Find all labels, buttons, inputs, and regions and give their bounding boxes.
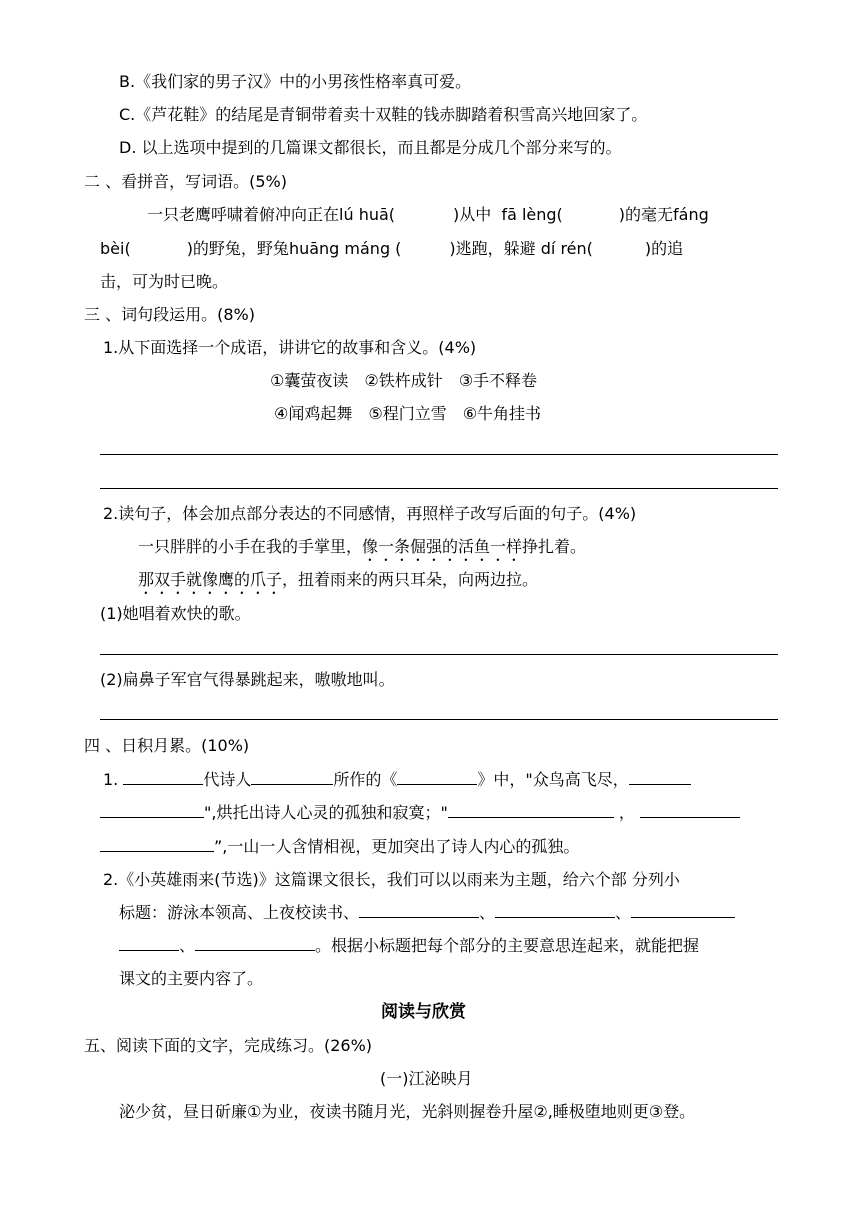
pinyin-line-2 — [100, 239, 683, 259]
fill-line-7: 课文的主要内容了。 — [119, 969, 264, 988]
option-b: B.《我们家的男子汉》中的小男孩性格率真可爱。 — [119, 72, 472, 91]
blank[interactable] — [195, 936, 315, 951]
text-segment: )从中 — [453, 205, 492, 224]
example-sentence-1 — [138, 537, 586, 565]
q-number: 1. — [103, 770, 119, 789]
pinyin-line-3: 击，可为时已晚。 — [100, 272, 229, 291]
blank[interactable] — [629, 770, 691, 785]
answer-line[interactable] — [100, 719, 778, 720]
answer-line[interactable] — [100, 654, 778, 655]
text-segment: )的毫无 — [618, 205, 674, 224]
pinyin-bei: bèi( — [100, 239, 131, 258]
dotted-phrase: 那双手就像鹰的爪子， — [138, 570, 299, 589]
question-3-2: 2.读句子，体会加点部分表达的不同感情，再照样子改写后面的句子。(4%) — [103, 504, 637, 523]
blank[interactable] — [397, 770, 477, 785]
text-segment: 。根据小标题把每个部分的主要意思连起来，就能把握 — [315, 936, 700, 955]
pinyin-huangmang: huāng máng ( — [288, 239, 402, 258]
fill-line-5 — [119, 903, 735, 923]
option-c: C.《芦花鞋》的结尾是青铜带着卖十双鞋的钱赤脚踏着积雪高兴地回家了。 — [119, 105, 648, 124]
text-segment: 所作的《 — [333, 770, 398, 789]
dotted-phrase: 像一条倔强的活鱼一样 — [362, 537, 523, 556]
pinyin-diren: dí rén( — [540, 239, 593, 258]
question-3-1: 1.从下面选择一个成语，讲讲它的故事和含义。(4%) — [103, 338, 477, 357]
blank[interactable] — [631, 903, 735, 918]
example-text: 扭着雨来的两只耳朵，向两边拉。 — [298, 570, 539, 589]
separator: 、 — [179, 936, 196, 955]
blank[interactable] — [640, 803, 740, 818]
fill-line-6 — [119, 936, 699, 956]
blank[interactable] — [359, 903, 479, 918]
text-segment: 代诗人 — [203, 770, 252, 789]
pinyin-luhua: lú huā( — [339, 205, 396, 224]
blank[interactable] — [119, 936, 179, 951]
text-segment: ”,一山一人含情相视，更加突出了诗人内心的孤独。 — [214, 837, 580, 856]
text-segment: 》中，"众鸟高飞尽， — [477, 770, 629, 789]
blank[interactable] — [123, 770, 203, 785]
text-segment: ",烘托出诗人心灵的孤独和寂寞；" — [204, 803, 448, 822]
section3-heading: 三 、词句段运用。(8%) — [84, 305, 255, 324]
option-d: D. 以上选项中提到的几篇课文都很长，而且都是分成几个部分来写的。 — [119, 138, 622, 157]
example-text: 挣扎着。 — [522, 537, 587, 556]
passage-subtitle: (一)江泌映月 — [380, 1069, 473, 1088]
blank[interactable] — [100, 803, 204, 818]
text-segment: 一只老鹰呼啸着俯冲向正在 — [147, 205, 340, 224]
separator: 、 — [479, 903, 496, 922]
fill-line-3 — [100, 837, 579, 857]
text-segment: )的野兔，野兔 — [186, 239, 289, 258]
blank[interactable] — [100, 837, 214, 852]
blank[interactable] — [251, 770, 333, 785]
fill-line-1 — [103, 770, 691, 790]
sub-question-2: (2)扁鼻子军官气得暴跳起来，嗷嗷地叫。 — [100, 670, 395, 689]
blank[interactable] — [495, 903, 615, 918]
example-sentence-2 — [138, 570, 538, 598]
text-segment: 标题：游泳本领高、上夜校读书、 — [119, 903, 360, 922]
pinyin-fang: fáng — [673, 205, 709, 224]
pinyin-faleng: fā lèng( — [501, 205, 563, 224]
idioms-row-1: ①囊萤夜读 ②铁杵成针 ③手不释卷 — [270, 371, 538, 390]
section2-heading: 二 、看拼音，写词语。(5%) — [84, 172, 287, 191]
text-segment: )的追 — [644, 239, 684, 258]
fill-line-2 — [100, 803, 740, 823]
text-segment: ， — [618, 803, 635, 822]
pinyin-line-1 — [147, 205, 709, 225]
fill-line-4: 2.《小英雄雨来(节选)》这篇课文很长，我们可以以雨来为主题，给六个部 分列小 — [103, 870, 680, 889]
section4-heading: 四 、日积月累。(10%) — [84, 736, 250, 755]
separator: 、 — [615, 903, 632, 922]
sub-question-1: (1)她唱着欢快的歌。 — [100, 604, 251, 623]
blank[interactable] — [448, 803, 614, 818]
passage-text: 泌少贫，昼日斫廉①为业，夜读书随月光，光斜则握卷升屋②,睡极堕地则更③登。 — [119, 1102, 696, 1121]
answer-line[interactable] — [100, 488, 778, 489]
section-title: 阅读与欣赏 — [381, 1002, 466, 1022]
section5-heading: 五、阅读下面的文字，完成练习。(26%) — [84, 1036, 373, 1055]
idioms-row-2: ④闻鸡起舞 ⑤程门立雪 ⑥牛角挂书 — [274, 404, 542, 423]
example-text: 一只胖胖的小手在我的手掌里， — [138, 537, 363, 556]
text-segment: )逃跑，躲避 — [449, 239, 536, 258]
answer-line[interactable] — [100, 454, 778, 455]
